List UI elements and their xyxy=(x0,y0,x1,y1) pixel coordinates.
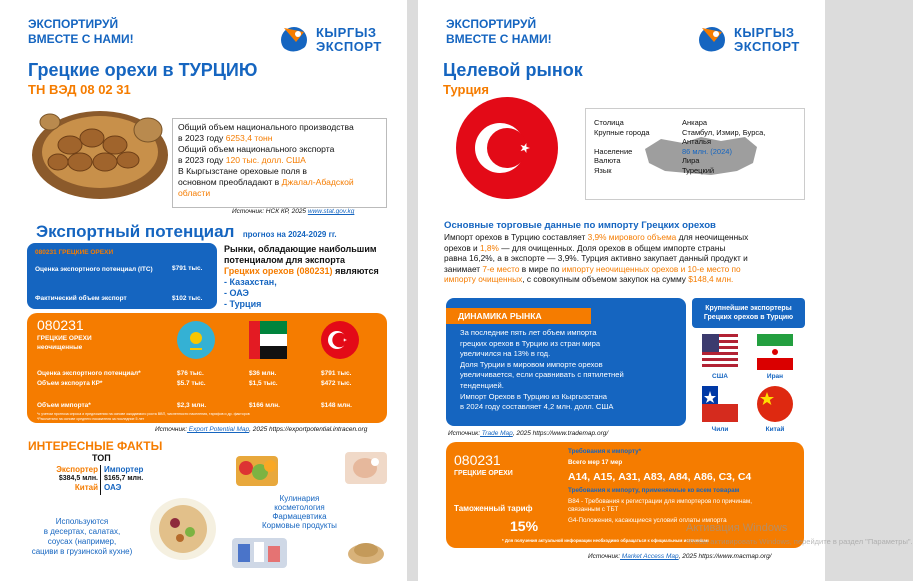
ae-values: $36 млн. $1,5 тыс. $166 млн. xyxy=(249,370,280,409)
exporters-title-box: Крупнейшие экспортеры Грецких орехов в Турцию xyxy=(692,298,805,328)
potential-blue-box: 080231 ГРЕЦКИЕ ОРЕХИ Оценка экспортного потенциал (ITC) $791 тыс. Фактический объем экспорт $102 тыс. xyxy=(27,243,217,309)
walnuts-photo xyxy=(30,100,170,200)
vegetables-photo xyxy=(236,456,278,486)
orange-box-labels: Оценка экспортного потенциал* Объем экспорта КР* Объем импорта* xyxy=(37,370,141,409)
divider xyxy=(100,465,101,495)
top-exporter: Экспортер $384,5 млн. Китай xyxy=(56,465,98,492)
hs-code: ТН ВЭД 08 02 31 xyxy=(28,82,131,97)
facts-values: Анкара Стамбул, Измир, Бурса, Анталья 86 млн. (2024) Лира Турецкий xyxy=(682,118,766,175)
cosmetics-photo xyxy=(345,452,387,484)
requirements-box: 080231 ГРЕЦКИЕ ОРЕХИ Таможенный тариф 15% Требования к импорту* Всего мер 17 мер А14, А15, А31, А83, А84, А86, С3, С4 Требования к импорту, применяемые ко всем товарам B84 - Требования к регистрации для импортеров по причинам, связанным с ТБТ G4-Положения, касающиеся условий оплаты импорта * Для получения актуальной информации необходимо обращаться к официальным источникам xyxy=(446,442,804,548)
orange-box-notes: *с учетом прогноза спроса и предложения на основе ожидаемого роста ВВП, численности населения, тарифов и др. факторов *Рассчитано на основе среднего показателя за последние 5 лет xyxy=(37,412,250,421)
used-in-text: Используются в десертах, салатах, соусах (например, сациви в грузинской кухне) xyxy=(31,517,133,556)
kyrgyz-export-logo: КЫРГЫЗ ЭКСПОРТ xyxy=(278,18,398,63)
exporter-china-label: Китай xyxy=(765,426,785,433)
pharmacy-photo xyxy=(232,538,287,568)
windows-activation-hint: Чтобы активировать Windows, перейдите в раздел "Параметры". xyxy=(686,537,913,546)
slogan: ЭКСПОРТИРУЙ ВМЕСТЕ С НАМИ! xyxy=(446,17,552,46)
slogan: ЭКСПОРТИРУЙ ВМЕСТЕ С НАМИ! xyxy=(28,17,134,46)
exporter-usa-label: США xyxy=(712,373,728,380)
logo-bird-icon xyxy=(696,18,732,58)
source-nsk: Источник: НСК КР, 2025 www.stat.gov.kg xyxy=(232,208,355,215)
measure-codes: А14, А15, А31, А83, А84, А86, С3, С4 xyxy=(568,471,752,483)
uses-list: Кулинария косметология Фармацевтика Кормовые продукты xyxy=(262,494,337,530)
windows-activation-watermark: Активация Windows xyxy=(686,522,788,534)
tariff-value: 15% xyxy=(510,518,539,534)
exporter-chile-label: Чили xyxy=(711,426,729,433)
top-importer: Импортер $165,7 млн. ОАЭ xyxy=(104,465,144,492)
trade-text: Импорт орехов в Турцию составляет 3,9% мирового объема для неочищенных орехов и 1,8% — для очищенных. Доля орехов в общем импорте страны равна 16,2%, а в экспорте — 3,9%. Турция активно закупает данный продукт и занимает 7-е место в мире по импорту неочищенных орехов и 10-е место по импорту очищенных, с совокупным объемом закупок на сумму $148,4 млн. xyxy=(444,232,749,284)
kazakhstan-flag-icon xyxy=(177,321,215,359)
potential-heading: Экспортный потенциал прогноз на 2024-2029 гг. xyxy=(36,222,337,241)
dynamics-text: За последние пять лет объем импорта грецких орехов в Турцию из стран мира увеличился на 13% в год. Доля Турции в мировом импорте орехов увеличивается, если сравнивать с пятилетней тенденцией. Импорт Орехов в Турцию из Кыргызстана в 2024 году составляет 4,2 млн. долл. США xyxy=(460,328,624,412)
general-requirements: B84 - Требования к регистрации для импортеров по причинам, связанным с ТБТ G4-Положения, касающиеся условий оплаты импорта xyxy=(568,498,753,524)
turkey-flag-large-icon xyxy=(456,97,558,199)
tr-values: $791 тыс. $472 тыс. $148 млн. xyxy=(321,370,352,409)
china-flag-icon xyxy=(757,386,793,422)
stat-gov-link[interactable]: www.stat.gov.kg xyxy=(307,208,355,215)
chile-flag-icon xyxy=(702,386,738,422)
source-epm: Источник: Export Potential Map, 2025 https://exportpotential.intracen.org xyxy=(155,426,368,433)
page-title: Целевой рынок xyxy=(443,60,583,80)
potential-markets: Рынки, обладающие наибольшим потенциалом для экспорта Грецких орехов (080231) являются - Казахстан, - ОАЭ - Турция xyxy=(224,244,379,309)
country-facts-card xyxy=(585,108,805,200)
macmap-link[interactable]: Market Access Map xyxy=(620,553,679,560)
potential-orange-box: 080231 ГРЕЦКИЕ ОРЕХИ неочищенные Оценка экспортного потенциал* Объем экспорта КР* Объем импорта* $76 тыс. $5.7 тыс. $2,3 млн. $36 млн. $1,5 тыс. $166 млн. $791 тыс. $472 тыс. $148 млн. *с учетом прогноза спроса и предложения на основе ожидаемого роста ВВП, численности населения, тарифов и др. факторов *Рассчитано на основе среднего показателя за последние 5 лет xyxy=(27,313,387,423)
facts-labels: Столица Крупные города Население Валюта Язык xyxy=(594,118,650,175)
trademap-link[interactable]: Trade Map xyxy=(480,430,513,437)
feed-photo xyxy=(345,536,387,564)
kyrgyz-export-logo: КЫРГЫЗ ЭКСПОРТ xyxy=(696,18,816,63)
trade-title: Основные торговые данные по импорту Грецких орехов xyxy=(444,220,716,231)
source-macmap: Источник: Market Access Map, 2025 https://www.macmap.org/ xyxy=(588,553,772,560)
page-title: Грецкие орехи в ТУРЦИЮ xyxy=(28,60,258,80)
turkey-flag-icon xyxy=(321,321,359,359)
iran-flag-icon xyxy=(757,334,793,370)
page-target-market xyxy=(418,0,913,581)
page-walnuts-turkey xyxy=(0,0,407,581)
source-trademap: Источник: Trade Map, 2025 https://www.trademap.org/ xyxy=(448,430,609,437)
top-label: ТОП xyxy=(92,453,111,463)
epm-link[interactable]: Export Potential Map xyxy=(187,426,250,433)
kz-values: $76 тыс. $5.7 тыс. $2,3 млн. xyxy=(177,370,207,409)
production-info: Общий объем национального производства в 2023 году 6253,4 тонн Общий объем национального экспорта в 2023 году 120 тыс. долл. США В Кыргызстане ореховые поля в основном преобладают в Джалал-Абадской области xyxy=(172,118,387,208)
country-name: Турция xyxy=(443,82,490,97)
logo-bird-icon xyxy=(278,18,314,58)
exporter-iran-label: Иран xyxy=(766,373,784,380)
market-dynamics-box: ДИНАМИКА РЫНКА За последние пять лет объем импорта грецких орехов в Турцию из стран мира увеличился на 13% в год. Доля Турции в мировом импорте орехов увеличивается, если сравнивать с пятилетней тенденцией. Импорт Орехов в Турцию из Кыргызстана в 2024 году составляет 4,2 млн. долл. США xyxy=(446,298,686,426)
salad-photo xyxy=(150,498,216,560)
facts-title: ИНТЕРЕСНЫЕ ФАКТЫ xyxy=(28,439,163,453)
uae-flag-icon xyxy=(249,321,287,359)
usa-flag-icon xyxy=(702,334,738,370)
